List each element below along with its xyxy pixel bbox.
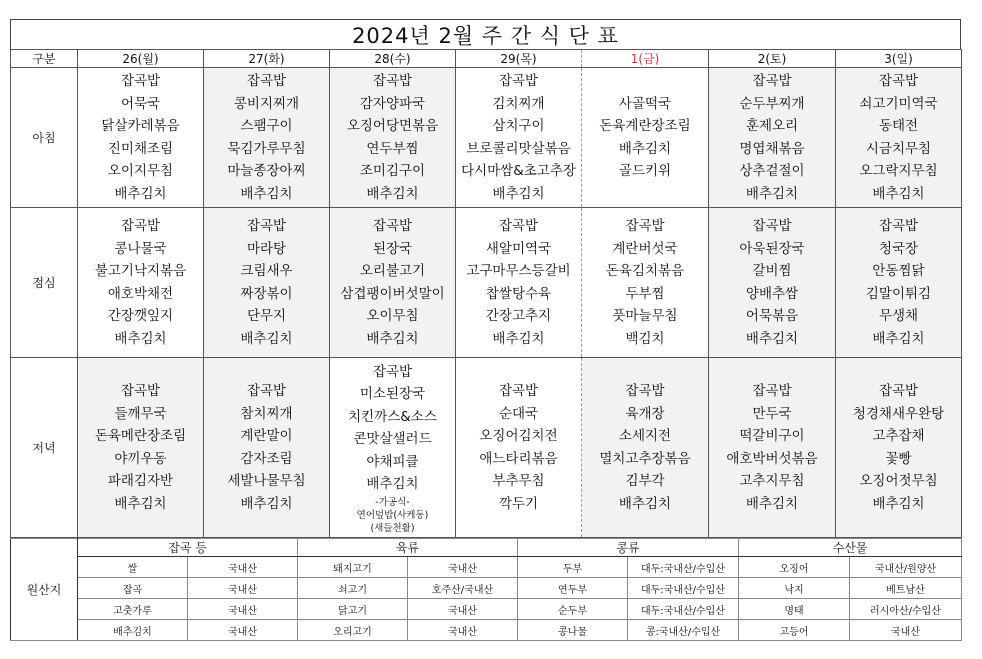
dish-item: 미소된장국 xyxy=(359,386,426,402)
dish-item: 잡곡밥 xyxy=(120,218,161,234)
origin-item: 돼지고기 xyxy=(298,557,408,578)
dish-item: 계란버섯국 xyxy=(612,240,678,257)
dish-item: 오그락지무침 xyxy=(859,163,938,179)
dish-item: 잡곡밥 xyxy=(498,73,539,89)
dish-list xyxy=(204,70,329,205)
origin-category: 콩류 xyxy=(518,539,739,557)
menu-cell xyxy=(78,208,204,358)
dish-item: 단무지 xyxy=(246,308,287,324)
dish-item: 배추김치 xyxy=(618,140,672,157)
origin-item: 순두부 xyxy=(518,599,628,620)
menu-cell xyxy=(709,208,836,358)
menu-cell xyxy=(582,358,709,538)
dish-item: 부추무침 xyxy=(492,473,545,489)
origin-row xyxy=(11,557,962,578)
dish-item: 배추김치 xyxy=(114,185,167,202)
dish-item: 오이지무침 xyxy=(107,163,174,179)
dish-item: 육개장 xyxy=(625,405,665,422)
dish-item: 고추잡채 xyxy=(872,428,925,444)
dish-item: 골드키위 xyxy=(618,163,672,179)
dish-item: 마늘종장아찌 xyxy=(227,163,306,179)
dish-item: 어묵국 xyxy=(120,95,161,112)
day-header: 3(일) xyxy=(836,50,962,68)
dish-list xyxy=(709,215,835,350)
origin-item: 배추김치 xyxy=(78,620,188,641)
dish-item: 김치찌개 xyxy=(492,95,545,112)
origin-item: 오징어 xyxy=(739,557,850,578)
dish-item: 불고기낙지볶음 xyxy=(94,263,187,279)
dish-list xyxy=(836,380,961,515)
dish-item: 잡곡밥 xyxy=(372,73,413,89)
origin-item: 오리고기 xyxy=(298,620,408,641)
dish-list xyxy=(78,380,203,515)
dish-item: 치킨까스&소스 xyxy=(348,408,437,425)
menu-cell xyxy=(78,68,204,208)
dish-item: 닭살카레볶음 xyxy=(101,118,180,134)
origin-category: 수산물 xyxy=(739,539,962,557)
meal-row-dinner xyxy=(11,358,962,538)
dish-item: 순대국 xyxy=(498,405,539,422)
origin-category: 육류 xyxy=(298,539,518,557)
dish-item: 명엽채볶음 xyxy=(739,140,805,157)
dish-note: -가공식- xyxy=(375,496,410,508)
dish-item: 배추김치 xyxy=(745,330,799,347)
dish-item: 잡곡밥 xyxy=(878,73,919,89)
dish-item: 만두국 xyxy=(752,405,792,422)
dish-list xyxy=(709,380,835,515)
dish-list xyxy=(204,215,329,350)
menu-cell xyxy=(582,68,709,208)
dish-item: 감자양파국 xyxy=(359,95,426,112)
dish-item: 배추김치 xyxy=(114,495,167,512)
meal-label: 아침 xyxy=(11,68,78,208)
dish-item: 잡곡밥 xyxy=(246,73,287,89)
origin-item: 고등어 xyxy=(739,620,850,641)
origin-source: 러시아산/수입산 xyxy=(850,599,962,620)
dish-item: 간장깻잎지 xyxy=(107,308,174,324)
dish-item: 양배추쌈 xyxy=(745,285,799,302)
dish-item: 묵김가루무침 xyxy=(227,140,306,157)
dish-item: 배추김치 xyxy=(114,330,167,347)
dish-item: 멸치고추장볶음 xyxy=(599,450,691,467)
menu-cell xyxy=(836,208,962,358)
origin-source: 대두:국내산/수입산 xyxy=(628,557,739,578)
dish-item: 오징어당면볶음 xyxy=(346,118,439,134)
dish-item: 다시마쌈&초고추장 xyxy=(461,163,576,179)
dish-item: 들깨무국 xyxy=(114,405,167,422)
dish-item: 잡곡밥 xyxy=(246,218,287,234)
dish-item: 배추김치 xyxy=(366,476,419,492)
dish-item: 배추김치 xyxy=(240,330,293,347)
origin-item: 콩나물 xyxy=(518,620,628,641)
dish-item: 콩비지찌개 xyxy=(233,95,300,112)
dish-item: 계란말이 xyxy=(240,428,293,444)
origin-source: 국내산 xyxy=(188,599,298,620)
origin-source: 국내산 xyxy=(408,599,518,620)
origin-source: 베트남산 xyxy=(850,578,962,599)
origin-category-row xyxy=(11,539,962,557)
dish-note: 연어덮밥(사케동) xyxy=(356,509,429,521)
menu-cell xyxy=(204,358,330,538)
dish-item: 잡곡밥 xyxy=(625,383,665,399)
dish-item: 꽃빵 xyxy=(885,450,912,467)
origin-item: 쇠고기 xyxy=(298,578,408,599)
dish-item: 배추김치 xyxy=(872,185,925,202)
header-label: 구분 xyxy=(11,50,78,68)
dish-item: 잡곡밥 xyxy=(752,73,792,89)
menu-cell xyxy=(836,68,962,208)
origin-source: 국내산/원양산 xyxy=(850,557,962,578)
origin-item: 명태 xyxy=(739,599,850,620)
origin-source: 국내산 xyxy=(188,578,298,599)
dish-item: 돈육김치볶음 xyxy=(605,263,685,279)
dish-item: 무생채 xyxy=(878,308,919,324)
menu-cell xyxy=(582,208,709,358)
dish-item: 잡곡밥 xyxy=(120,383,161,399)
origin-source: 국내산 xyxy=(408,557,518,578)
dish-item: 파래김자반 xyxy=(107,473,174,489)
dish-item: 어묵볶음 xyxy=(745,308,799,324)
dish-item: 순두부찌개 xyxy=(739,95,805,112)
dish-item: 잡곡밥 xyxy=(752,383,792,399)
dish-list xyxy=(582,215,708,350)
dish-item: 잡곡밥 xyxy=(625,218,665,234)
dish-item: 사골떡국 xyxy=(618,95,672,112)
dish-item: 풋마늘무침 xyxy=(612,308,678,324)
origin-category: 잡곡 등 xyxy=(78,539,298,557)
dish-item: 돈육계란장조림 xyxy=(599,118,691,134)
meal-row-lunch xyxy=(11,208,962,358)
dish-item: 소세지전 xyxy=(618,428,672,444)
dish-list xyxy=(456,215,581,350)
dish-item: 감자조림 xyxy=(240,450,293,467)
dish-item: 배추김치 xyxy=(745,495,799,512)
day-header: 26(월) xyxy=(78,50,204,68)
meal-label: 점심 xyxy=(11,208,78,358)
dish-item: 배추김치 xyxy=(872,495,925,512)
dish-list xyxy=(456,380,581,515)
dish-item: 마라탕 xyxy=(246,240,287,257)
origin-source: 콩:국내산/수입산 xyxy=(628,620,739,641)
day-header: 2(토) xyxy=(709,50,836,68)
menu-cell xyxy=(456,68,582,208)
origin-item: 두부 xyxy=(518,557,628,578)
menu-cell xyxy=(204,68,330,208)
dish-item: 훈제오리 xyxy=(745,118,799,134)
dish-item: 아욱된장국 xyxy=(739,240,805,257)
dish-item: 짜장볶이 xyxy=(240,285,293,302)
dish-item: 시금치무침 xyxy=(865,140,932,157)
origin-item: 연두부 xyxy=(518,578,628,599)
day-header: 1(금) xyxy=(582,50,709,68)
menu-cell xyxy=(709,358,836,538)
dish-item: 스팸구이 xyxy=(240,118,293,134)
dish-item: 두부찜 xyxy=(625,285,665,302)
dish-item: 애호박버섯볶음 xyxy=(726,450,818,467)
dish-item: 잡곡밥 xyxy=(372,218,413,234)
dish-item: 오징어김치전 xyxy=(479,428,558,444)
origin-source: 대두:국내산/수입산 xyxy=(628,599,739,620)
dish-item: 잡곡밥 xyxy=(878,218,919,234)
dish-item: 배추김치 xyxy=(618,495,672,512)
dish-item: 야끼우동 xyxy=(114,450,167,467)
origin-item: 잡곡 xyxy=(78,578,188,599)
dish-item: 세발나물무침 xyxy=(227,473,306,489)
dish-item: 김부각 xyxy=(625,473,665,489)
menu-sheet xyxy=(10,19,961,641)
dish-item: 청경채새우완탕 xyxy=(852,405,945,422)
dish-item: 애호박채전 xyxy=(107,285,174,302)
dish-list xyxy=(330,70,455,205)
dish-item: 잡곡밥 xyxy=(498,383,539,399)
dish-item: 크림새우 xyxy=(240,263,293,279)
origin-source: 국내산 xyxy=(188,620,298,641)
menu-cell xyxy=(330,68,456,208)
dish-item: 찹쌀탕수육 xyxy=(485,285,552,302)
dish-item: 야채피클 xyxy=(366,453,419,470)
dish-item: 김말이튀김 xyxy=(865,285,932,302)
dish-list xyxy=(582,93,708,183)
dish-list xyxy=(836,215,961,350)
menu-cell xyxy=(709,68,836,208)
menu-cell xyxy=(330,208,456,358)
dish-item: 애느타리볶음 xyxy=(479,450,558,467)
dish-item: 오징어젓무침 xyxy=(859,473,938,489)
menu-table xyxy=(10,49,962,538)
day-header: 27(화) xyxy=(204,50,330,68)
dish-item: 연두부찜 xyxy=(366,140,419,157)
dish-item: 콩나물국 xyxy=(114,240,167,257)
dish-item: 삼치구이 xyxy=(492,118,545,134)
page-title: 2024년 2월 주 간 식 단 표 xyxy=(10,19,961,49)
dish-item: 참치찌개 xyxy=(240,405,293,422)
dish-list xyxy=(836,70,961,205)
dish-item: 삼겹팽이버섯말이 xyxy=(340,285,445,302)
origin-source: 국내산 xyxy=(850,620,962,641)
dish-item: 배추김치 xyxy=(240,185,293,202)
menu-cell xyxy=(204,208,330,358)
dish-item: 동태전 xyxy=(878,118,919,134)
dish-item: 오리불고기 xyxy=(359,263,426,279)
dish-list xyxy=(456,70,581,205)
origin-source: 호주산/국내산 xyxy=(408,578,518,599)
dish-item: 잡곡밥 xyxy=(752,218,792,234)
origin-item: 고춧가루 xyxy=(78,599,188,620)
dish-item: 배추김치 xyxy=(366,185,419,202)
dish-item: 잡곡밥 xyxy=(372,363,413,380)
menu-cell xyxy=(456,208,582,358)
dish-item: 잡곡밥 xyxy=(878,383,919,399)
menu-cell xyxy=(456,358,582,538)
dish-item: 오이무침 xyxy=(366,308,419,324)
origin-item: 닭고기 xyxy=(298,599,408,620)
origin-table xyxy=(10,538,962,641)
dish-item: 된장국 xyxy=(372,240,413,257)
dish-item: 조미김구이 xyxy=(359,163,426,179)
origin-label: 원산지 xyxy=(11,539,78,641)
dish-item: 잡곡밥 xyxy=(120,73,161,89)
dish-item: 잡곡밥 xyxy=(246,383,287,399)
dish-list xyxy=(582,380,708,515)
origin-row xyxy=(11,599,962,620)
dish-item: 상추겉절이 xyxy=(739,163,805,179)
dish-item: 배추김치 xyxy=(366,330,419,347)
menu-cell xyxy=(78,358,204,538)
origin-item: 쌀 xyxy=(78,557,188,578)
dish-list xyxy=(78,70,203,205)
dish-item: 쇠고기미역국 xyxy=(859,95,938,112)
day-header: 28(수) xyxy=(330,50,456,68)
dish-note: (새들천활) xyxy=(370,522,415,534)
dish-item: 배추김치 xyxy=(492,330,545,347)
origin-row xyxy=(11,620,962,641)
day-header-row xyxy=(11,50,962,68)
dish-item: 콘맛살샐러드 xyxy=(353,431,432,447)
dish-item: 청국장 xyxy=(878,240,919,257)
dish-item: 브로콜리맛살볶음 xyxy=(466,140,571,157)
dish-item: 배추김치 xyxy=(240,495,293,512)
origin-source: 국내산 xyxy=(408,620,518,641)
dish-item: 돈육메란장조림 xyxy=(94,428,187,444)
dish-item: 안동찜닭 xyxy=(872,263,925,279)
dish-item: 깍두기 xyxy=(498,495,539,512)
dish-list xyxy=(709,70,835,205)
dish-item: 백김치 xyxy=(625,330,665,347)
day-header: 29(목) xyxy=(456,50,582,68)
meal-row-breakfast xyxy=(11,68,962,208)
menu-cell xyxy=(836,358,962,538)
meal-label: 저녁 xyxy=(11,358,78,538)
origin-item: 낙지 xyxy=(739,578,850,599)
dish-item: 갈비찜 xyxy=(752,263,792,279)
dish-item: 떡갈비구이 xyxy=(739,428,805,444)
dish-item: 배추김치 xyxy=(492,185,545,202)
origin-row xyxy=(11,578,962,599)
dish-item: 배추김치 xyxy=(872,330,925,347)
dish-item: 고구마무스등갈비 xyxy=(466,263,571,279)
dish-item: 배추김치 xyxy=(745,185,799,202)
dish-item: 고추지무침 xyxy=(739,473,805,489)
dish-list xyxy=(78,215,203,350)
dish-item: 잡곡밥 xyxy=(498,218,539,234)
dish-list xyxy=(204,380,329,515)
menu-cell xyxy=(330,358,456,538)
origin-source: 국내산 xyxy=(188,557,298,578)
dish-item: 간장고추지 xyxy=(485,308,552,324)
dish-item: 새알미역국 xyxy=(485,240,552,257)
origin-source: 대두:국내산/수입산 xyxy=(628,578,739,599)
dish-list xyxy=(330,361,455,535)
dish-list xyxy=(330,215,455,350)
dish-item: 진미채조림 xyxy=(107,140,174,157)
